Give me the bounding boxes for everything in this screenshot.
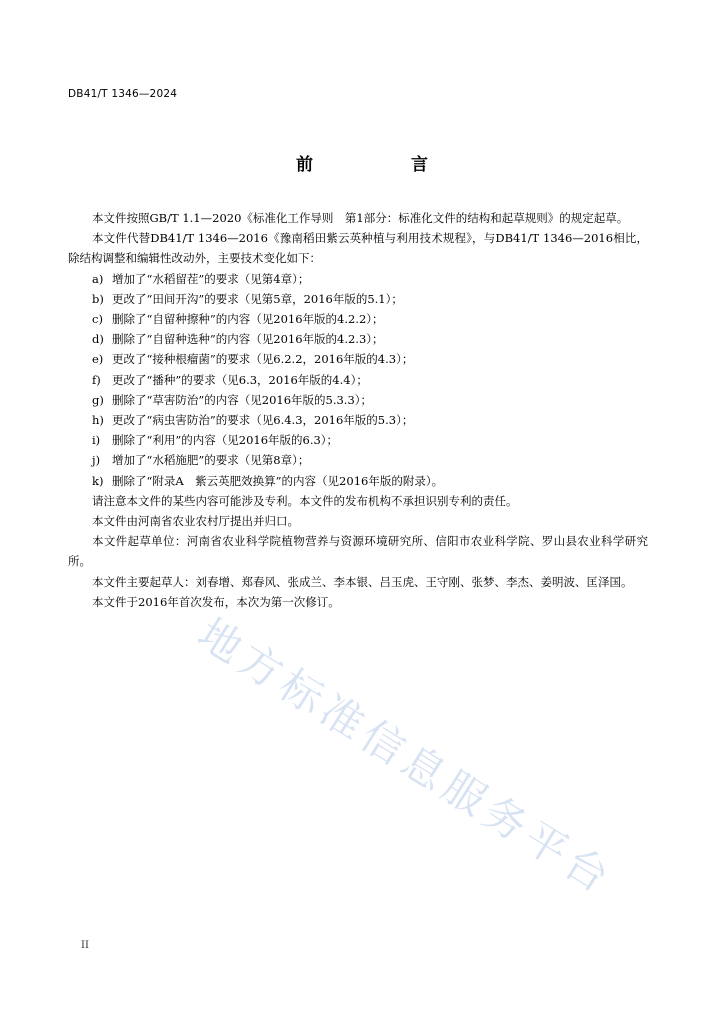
foreword-body: [68, 208, 648, 612]
list-item-text: 删除了“自留种擦种”的内容（见2016年版的4.2.2）；: [112, 312, 384, 327]
list-marker: b): [92, 291, 104, 306]
list-item-text: 增加了“水稻留茬”的要求（见第4章）；: [112, 271, 310, 286]
paragraph-drafters: 本文件主要起草人：刘春增、郑春风、张成兰、李本银、吕玉虎、王守刚、张梦、李杰、姜明波、匡泽国。: [92, 574, 633, 589]
document-code: DB41/T 1346—2024: [68, 88, 178, 100]
page-number: II: [81, 940, 89, 951]
list-item-text: 更改了“田间开沟”的要求（见第5章，2016年版的5.1）；: [112, 291, 403, 306]
list-item-text: 删除了“草害防治”的内容（见2016年版的5.3.3）；: [112, 392, 373, 407]
list-marker: i): [92, 433, 101, 448]
list-item: [68, 289, 648, 309]
list-item: [68, 471, 648, 491]
paragraph-proposer: 本文件由河南省农业农村厅提出并归口。: [92, 514, 299, 529]
list-item-text: 删除了“附录A 紫云英肥效换算”的内容（见2016年版的附录）。: [112, 473, 444, 488]
list-item: [68, 349, 648, 369]
list-marker: f): [92, 372, 101, 387]
list-item: [68, 450, 648, 470]
list-item: [68, 430, 648, 450]
list-item-text: 删除了“自留种选种”的内容（见2016年版的4.2.3）；: [112, 332, 384, 347]
list-marker: e): [92, 352, 104, 367]
paragraph-history: 本文件于2016年首次发布，本次为第一次修订。: [92, 594, 340, 609]
list-item: [68, 370, 648, 390]
list-item-text: 更改了“病虫害防治”的要求（见6.4.3，2016年版的5.3）；: [112, 413, 414, 428]
list-item-text: 更改了“接种根瘤菌”的要求（见6.2.2，2016年版的4.3）；: [112, 352, 414, 367]
list-item: [68, 309, 648, 329]
watermark-text: 地方标准信息服务平台: [189, 608, 623, 905]
list-item: [68, 269, 648, 289]
paragraph-drafting-units: 本文件起草单位：河南省农业科学院植物营养与资源环境研究所、信阳市农业科学院、罗山县农业科学研究所。: [68, 534, 648, 569]
list-item-text: 更改了“播种”的要求（见6.3，2016年版的4.4）；: [112, 372, 368, 387]
list-marker: k): [92, 473, 104, 488]
paragraph-patent-notice: 请注意本文件的某些内容可能涉及专利。本文件的发布机构不承担识别专利的责任。: [92, 493, 518, 508]
list-item-text: 删除了“利用”的内容（见2016年版的6.3）；: [112, 433, 339, 448]
paragraph-drafting-basis: 本文件按照GB/T 1.1—2020《标准化工作导则 第1部分：标准化文件的结构和起草规则》的规定起草。: [92, 211, 629, 225]
list-marker: a): [92, 271, 104, 286]
list-marker: d): [92, 332, 104, 347]
list-marker: j): [92, 453, 101, 468]
list-item: [68, 390, 648, 410]
list-marker: h): [92, 413, 104, 428]
foreword-title: 前 言: [296, 155, 474, 175]
paragraph-replacement: 本文件代替DB41/T 1346—2016《豫南稻田紫云英种植与利用技术规程》，与DB41/T 1346—2016相比，除结构调整和编辑性改动外，主要技术变化如下：: [68, 231, 648, 266]
list-item: [68, 410, 648, 430]
list-item: [68, 329, 648, 349]
list-item-text: 增加了“水稻施肥”的要求（见第8章）；: [112, 453, 310, 468]
change-list: [68, 269, 648, 491]
list-marker: c): [92, 312, 103, 327]
list-marker: g): [92, 392, 104, 407]
